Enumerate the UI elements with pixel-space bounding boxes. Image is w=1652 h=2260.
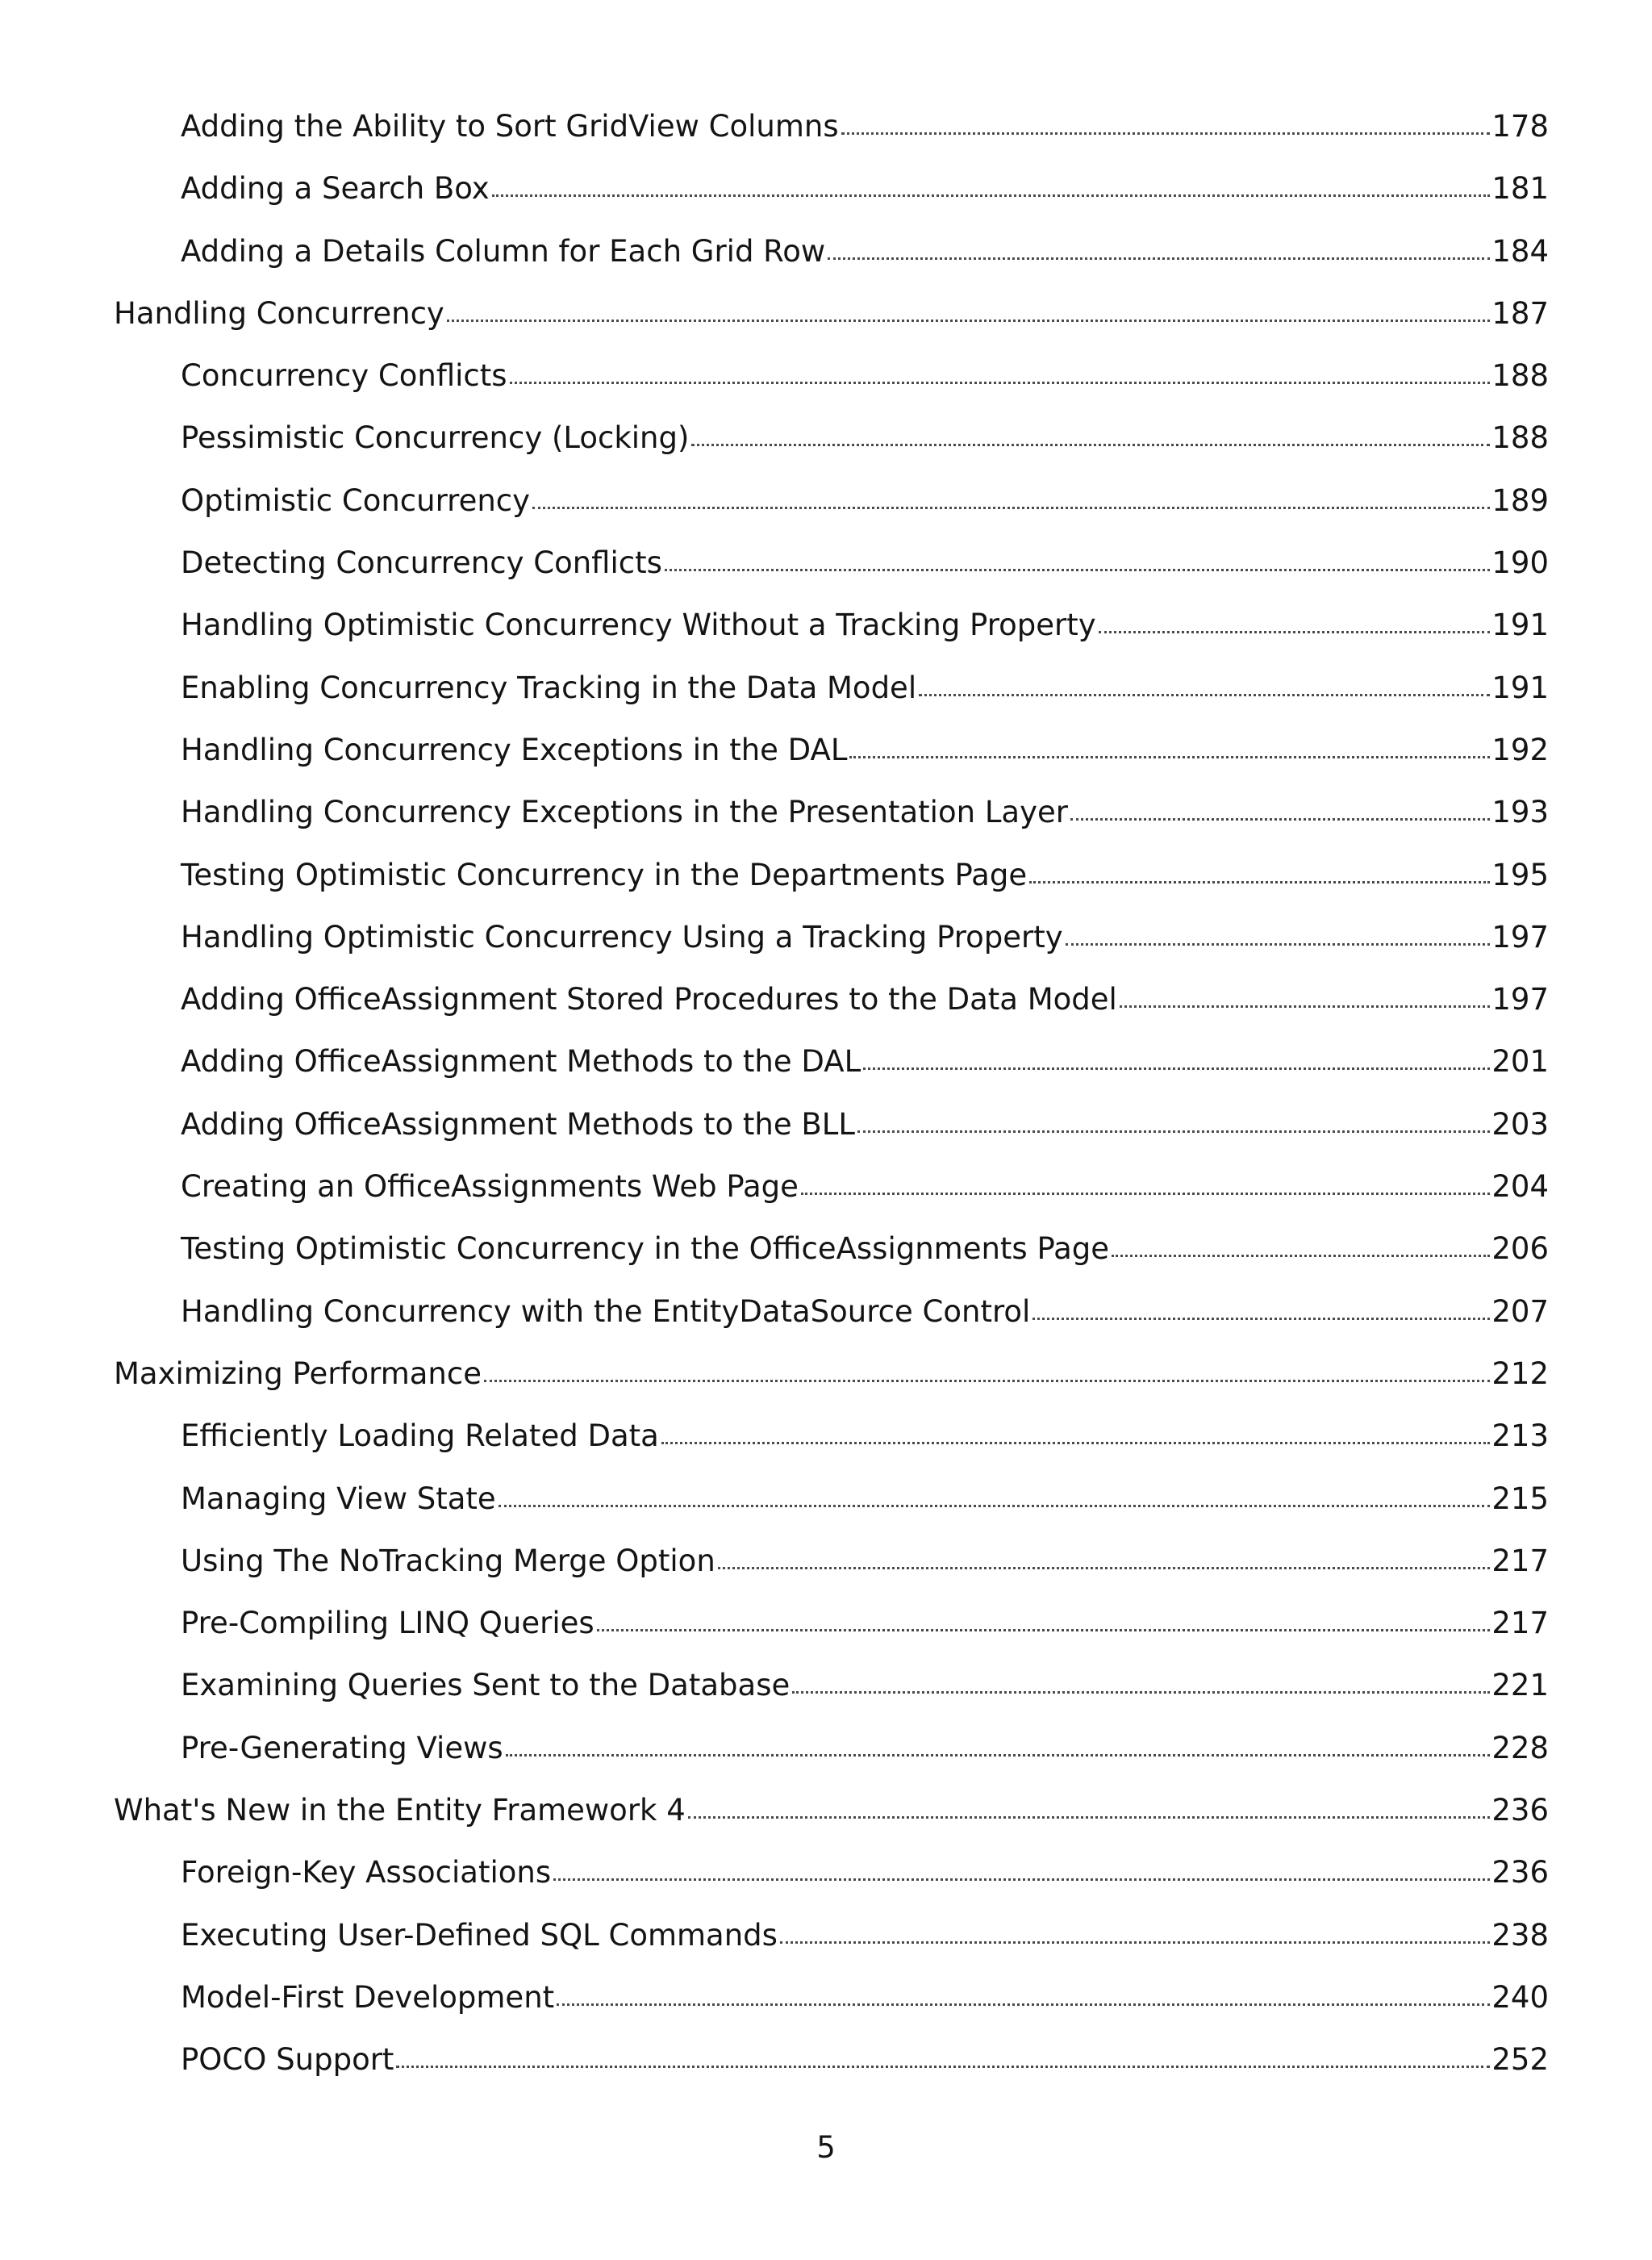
toc-subsection-entry[interactable] bbox=[0, 483, 1652, 545]
toc-entry-page: 192 bbox=[1491, 732, 1549, 767]
toc-dot-leader bbox=[1112, 1255, 1490, 1257]
toc-entry-title: Adding OfficeAssignment Methods to the BLL bbox=[181, 1106, 856, 1142]
toc-entry-page: 191 bbox=[1491, 608, 1549, 643]
toc-subsection-entry[interactable] bbox=[0, 234, 1652, 296]
toc-entry-title: Adding a Search Box bbox=[181, 171, 490, 207]
toc-dot-leader bbox=[499, 1505, 1491, 1507]
toc-dot-leader bbox=[792, 1691, 1490, 1694]
toc-subsection-entry[interactable] bbox=[0, 1668, 1652, 1730]
toc-dot-leader bbox=[557, 2003, 1490, 2006]
toc-entry-title: Testing Optimistic Concurrency in the OfficeAssignments Page bbox=[181, 1231, 1110, 1267]
toc-subsection-entry[interactable] bbox=[0, 358, 1652, 420]
toc-dot-leader bbox=[863, 1067, 1490, 1070]
toc-subsection-entry[interactable] bbox=[0, 608, 1652, 670]
toc-dot-leader bbox=[484, 1380, 1490, 1382]
toc-entry-title: Model-First Development bbox=[181, 1979, 555, 2015]
toc-entry-title: Adding OfficeAssignment Stored Procedures to the Data Model bbox=[181, 982, 1117, 1017]
toc-dot-leader bbox=[506, 1754, 1491, 1757]
toc-entry-title: Testing Optimistic Concurrency in the Departments Page bbox=[181, 857, 1028, 892]
toc-entry-title: Using The NoTracking Merge Option bbox=[181, 1543, 715, 1578]
toc-entry-title: Enabling Concurrency Tracking in the Data Model bbox=[181, 670, 917, 705]
toc-subsection-entry[interactable] bbox=[0, 858, 1652, 920]
toc-dot-leader bbox=[661, 1442, 1491, 1444]
toc-entry-page: 193 bbox=[1491, 795, 1549, 830]
toc-section-entry[interactable] bbox=[0, 296, 1652, 358]
toc-section-entry[interactable] bbox=[0, 1793, 1652, 1855]
toc-dot-leader bbox=[841, 132, 1491, 135]
toc-entry-page: 217 bbox=[1491, 1543, 1549, 1578]
toc-entry-page: 252 bbox=[1491, 2042, 1549, 2078]
toc-entry-title: Pre-Generating Views bbox=[181, 1730, 503, 1765]
toc-dot-leader bbox=[396, 2066, 1490, 2068]
toc-entry-page: 207 bbox=[1491, 1293, 1549, 1329]
toc-section-entry[interactable] bbox=[0, 1356, 1652, 1418]
toc-entry-page: 190 bbox=[1491, 545, 1549, 581]
toc-entry-page: 188 bbox=[1491, 358, 1549, 394]
toc-entry-page: 215 bbox=[1491, 1481, 1549, 1516]
toc-entry-page: 204 bbox=[1491, 1169, 1549, 1205]
toc-dot-leader bbox=[1120, 1005, 1491, 1008]
toc-dot-leader bbox=[1029, 881, 1490, 884]
toc-entry-page: 184 bbox=[1491, 233, 1549, 269]
toc-subsection-entry[interactable] bbox=[0, 2042, 1652, 2104]
toc-entry-title: Handling Concurrency bbox=[114, 295, 444, 331]
toc-dot-leader bbox=[1099, 631, 1491, 633]
toc-subsection-entry[interactable] bbox=[0, 795, 1652, 857]
toc-dot-leader bbox=[801, 1193, 1490, 1195]
toc-subsection-entry[interactable] bbox=[0, 109, 1652, 171]
toc-entry-title: Handling Optimistic Concurrency Using a Tracking Property bbox=[181, 919, 1063, 955]
toc-subsection-entry[interactable] bbox=[0, 670, 1652, 733]
toc-entry-page: 188 bbox=[1491, 420, 1549, 456]
toc-entry-title: What's New in the Entity Framework 4 bbox=[114, 1793, 686, 1828]
toc-entry-page: 212 bbox=[1491, 1356, 1549, 1391]
toc-subsection-entry[interactable] bbox=[0, 171, 1652, 233]
toc-subsection-entry[interactable] bbox=[0, 420, 1652, 482]
toc-entry-page: 236 bbox=[1491, 1855, 1549, 1890]
toc-dot-leader bbox=[665, 569, 1490, 571]
page-number: 5 bbox=[816, 2130, 836, 2165]
toc-dot-leader bbox=[849, 756, 1490, 758]
toc-entry-title: Efficiently Loading Related Data bbox=[181, 1418, 659, 1454]
toc-entry-page: 213 bbox=[1491, 1418, 1549, 1454]
toc-dot-leader bbox=[1066, 943, 1491, 946]
toc-subsection-entry[interactable] bbox=[0, 1855, 1652, 1917]
toc-entry-title: Executing User-Defined SQL Commands bbox=[181, 1917, 778, 1953]
toc-dot-leader bbox=[447, 320, 1491, 322]
toc-subsection-entry[interactable] bbox=[0, 1481, 1652, 1544]
toc-dot-leader bbox=[828, 257, 1490, 260]
toc-subsection-entry[interactable] bbox=[0, 1606, 1652, 1668]
toc-entry-page: 178 bbox=[1491, 109, 1549, 144]
toc-entry-page: 201 bbox=[1491, 1044, 1549, 1080]
toc-entry-title: Adding OfficeAssignment Methods to the DAL bbox=[181, 1044, 861, 1080]
toc-entry-title: Handling Concurrency Exceptions in the Presentation Layer bbox=[181, 795, 1068, 830]
toc-subsection-entry[interactable] bbox=[0, 1731, 1652, 1793]
toc-entry-title: Managing View State bbox=[181, 1481, 496, 1516]
toc-entry-page: 206 bbox=[1491, 1231, 1549, 1267]
toc-subsection-entry[interactable] bbox=[0, 1544, 1652, 1606]
toc-entry-page: 236 bbox=[1491, 1793, 1549, 1828]
toc-subsection-entry[interactable] bbox=[0, 1294, 1652, 1356]
toc-entry-page: 197 bbox=[1491, 919, 1549, 955]
toc-subsection-entry[interactable] bbox=[0, 982, 1652, 1044]
toc-dot-leader bbox=[688, 1816, 1491, 1819]
toc-entry-page: 217 bbox=[1491, 1606, 1549, 1641]
toc-entry-title: Foreign-Key Associations bbox=[181, 1855, 552, 1890]
toc-entry-title: Handling Concurrency with the EntityDataSource Control bbox=[181, 1293, 1031, 1329]
toc-dot-leader bbox=[510, 382, 1491, 384]
toc-subsection-entry[interactable] bbox=[0, 1418, 1652, 1481]
toc-subsection-entry[interactable] bbox=[0, 1980, 1652, 2042]
toc-entry-page: 189 bbox=[1491, 482, 1549, 518]
toc-entry-title: Detecting Concurrency Conflicts bbox=[181, 545, 662, 581]
toc-entry-title: Adding a Details Column for Each Grid Row bbox=[181, 233, 826, 269]
toc-entry-page: 187 bbox=[1491, 295, 1549, 331]
toc-entry-page: 240 bbox=[1491, 1979, 1549, 2015]
toc-dot-leader bbox=[857, 1130, 1490, 1133]
toc-subsection-entry[interactable] bbox=[0, 1169, 1652, 1231]
toc-entry-page: 238 bbox=[1491, 1917, 1549, 1953]
table-of-contents bbox=[0, 109, 1652, 2105]
toc-dot-leader bbox=[597, 1629, 1491, 1631]
toc-subsection-entry[interactable] bbox=[0, 1918, 1652, 1980]
toc-dot-leader bbox=[492, 194, 1491, 197]
toc-subsection-entry[interactable] bbox=[0, 1231, 1652, 1293]
toc-dot-leader bbox=[532, 507, 1490, 509]
toc-entry-page: 203 bbox=[1491, 1106, 1549, 1142]
toc-dot-leader bbox=[1032, 1318, 1490, 1320]
toc-entry-title: Handling Optimistic Concurrency Without a Tracking Property bbox=[181, 608, 1096, 643]
toc-dot-leader bbox=[1070, 818, 1490, 821]
toc-entry-title: Pre-Compiling LINQ Queries bbox=[181, 1606, 594, 1641]
toc-entry-title: Pessimistic Concurrency (Locking) bbox=[181, 420, 690, 456]
toc-entry-title: Concurrency Conflicts bbox=[181, 358, 507, 394]
toc-dot-leader bbox=[919, 694, 1490, 696]
toc-entry-title: Adding the Ability to Sort GridView Columns bbox=[181, 109, 839, 144]
toc-dot-leader bbox=[718, 1567, 1491, 1569]
toc-entry-page: 191 bbox=[1491, 670, 1549, 705]
toc-subsection-entry[interactable] bbox=[0, 733, 1652, 795]
toc-entry-title: Creating an OfficeAssignments Web Page bbox=[181, 1169, 799, 1205]
toc-entry-page: 195 bbox=[1491, 857, 1549, 892]
toc-entry-page: 221 bbox=[1491, 1668, 1549, 1703]
toc-entry-title: Maximizing Performance bbox=[114, 1356, 482, 1391]
toc-subsection-entry[interactable] bbox=[0, 920, 1652, 982]
toc-subsection-entry[interactable] bbox=[0, 1107, 1652, 1169]
toc-entry-title: Optimistic Concurrency bbox=[181, 482, 531, 518]
toc-subsection-entry[interactable] bbox=[0, 1044, 1652, 1106]
toc-entry-page: 197 bbox=[1491, 982, 1549, 1017]
toc-entry-title: Handling Concurrency Exceptions in the DAL bbox=[181, 732, 848, 767]
toc-entry-title: POCO Support bbox=[181, 2042, 394, 2078]
toc-subsection-entry[interactable] bbox=[0, 545, 1652, 608]
toc-entry-page: 181 bbox=[1491, 171, 1549, 207]
toc-dot-leader bbox=[691, 444, 1490, 446]
toc-dot-leader bbox=[780, 1941, 1490, 1944]
toc-entry-title: Examining Queries Sent to the Database bbox=[181, 1668, 791, 1703]
toc-entry-page: 228 bbox=[1491, 1730, 1549, 1765]
toc-dot-leader bbox=[553, 1878, 1490, 1881]
